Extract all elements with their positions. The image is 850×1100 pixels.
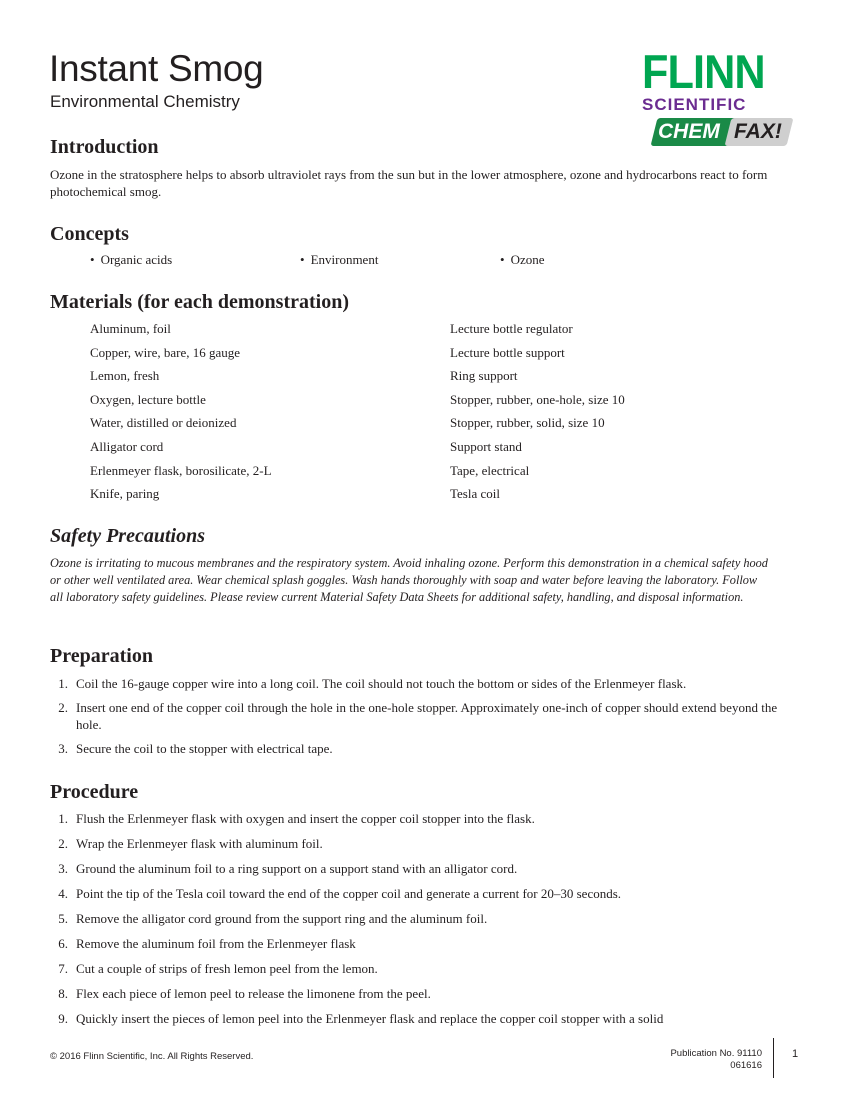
step-number: 5. (58, 911, 68, 926)
material-item: Lemon, fresh (90, 368, 160, 383)
step-text: Point the tip of the Tesla coil toward the end of the copper coil and generate a current for 20–30 seconds. (76, 886, 622, 901)
page-number: 1 (792, 1048, 799, 1060)
material-item: Lecture bottle support (450, 345, 565, 360)
step-number: 3. (58, 861, 68, 876)
material-item: Support stand (450, 439, 522, 454)
logo-fax-text: FAX! (734, 120, 782, 143)
introduction-heading: Introduction (50, 136, 159, 158)
step-text: Quickly insert the pieces of lemon peel into the Erlenmeyer flask and replace the copper coil stopper with a solid (76, 1011, 664, 1026)
logo-flinn-text: FLINN (642, 45, 765, 98)
step-number: 7. (58, 961, 68, 976)
step-number: 3. (58, 741, 68, 756)
step-text: Remove the alligator cord ground from the support ring and the aluminum foil. (76, 911, 488, 926)
material-item: Stopper, rubber, one-hole, size 10 (450, 392, 625, 407)
introduction-text: Ozone in the stratosphere helps to absorb ultraviolet rays from the sun but in the lower atmosphere, ozone and hydrocarbons react to form photochemical smog. (50, 167, 768, 199)
step-number: 9. (58, 1011, 68, 1026)
procedure-heading: Procedure (50, 781, 139, 803)
step-text: Remove the aluminum foil from the Erlenmeyer flask (76, 936, 356, 951)
safety-heading: Safety Precautions (50, 525, 205, 547)
concept-item: • Environment (300, 252, 378, 268)
material-item: Aluminum, foil (90, 321, 171, 336)
step-text: Ground the aluminum foil to a ring support on a support stand with an alligator cord. (76, 861, 518, 876)
footer-copyright: © 2016 Flinn Scientific, Inc. All Rights Reserved. (50, 1051, 254, 1062)
material-item: Water, distilled or deionized (90, 415, 237, 430)
step-text: Wrap the Erlenmeyer flask with aluminum foil. (76, 836, 323, 851)
footer-divider (773, 1038, 774, 1078)
material-item: Tesla coil (450, 486, 500, 501)
step-number: 2. (58, 700, 68, 715)
step-text: Coil the 16-gauge copper wire into a long coil. The coil should not touch the bottom or sides of the Erlenmeyer flask. (76, 676, 687, 691)
step-number: 6. (58, 936, 68, 951)
material-item: Tape, electrical (450, 463, 530, 478)
publication-number: Publication No. 91110 (670, 1048, 762, 1059)
materials-heading: Materials (for each demonstration) (50, 291, 350, 313)
document-title: Instant Smog (49, 48, 264, 89)
material-item: Ring support (450, 368, 518, 383)
material-item: Knife, paring (90, 486, 160, 501)
step-number: 1. (58, 676, 68, 691)
document-subtitle: Environmental Chemistry (50, 92, 240, 111)
material-item: Copper, wire, bare, 16 gauge (90, 345, 241, 360)
step-number: 8. (58, 986, 68, 1001)
step-text: Flush the Erlenmeyer flask with oxygen and insert the copper coil stopper into the flask. (76, 811, 535, 826)
concepts-heading: Concepts (50, 223, 129, 245)
material-item: Alligator cord (90, 439, 164, 454)
step-number: 2. (58, 836, 68, 851)
preparation-heading: Preparation (50, 645, 153, 667)
footer-publication (670, 1048, 762, 1072)
material-item: Stopper, rubber, solid, size 10 (450, 415, 605, 430)
step-number: 1. (58, 811, 68, 826)
step-text: Flex each piece of lemon peel to release the limonene from the peel. (76, 986, 431, 1001)
material-item: Oxygen, lecture bottle (90, 392, 206, 407)
logo-chem-text: CHEM (658, 120, 720, 143)
publication-code: 061616 (730, 1060, 762, 1071)
step-text: Insert one end of the copper coil through the hole in the one-hole stopper. Approximately one-inch of copper should extend beyond the hole. (76, 700, 778, 732)
safety-text: Ozone is irritating to mucous membranes and the respiratory system. Avoid inhaling ozone. Perform this demonstration in a chemical safety hood or other well ventilated area. Wear chemical splash goggles. Wash hands thoroughly with soap and water before leaving the laboratory. Follow all laboratory safety guidelines. Please review current Material Safety Data Sheets for additional safety, handling, and disposal information. (50, 556, 768, 604)
logo-scientific-text: SCIENTIFIC (642, 95, 747, 114)
material-item: Lecture bottle regulator (450, 321, 573, 336)
material-item: Erlenmeyer flask, borosilicate, 2-L (90, 463, 272, 478)
concept-item: • Organic acids (90, 252, 172, 268)
step-text: Secure the coil to the stopper with electrical tape. (76, 741, 333, 756)
flinn-scientific-logo (640, 45, 800, 150)
step-number: 4. (58, 886, 68, 901)
concept-item: • Ozone (500, 252, 545, 268)
step-text: Cut a couple of strips of fresh lemon peel from the lemon. (76, 961, 378, 976)
